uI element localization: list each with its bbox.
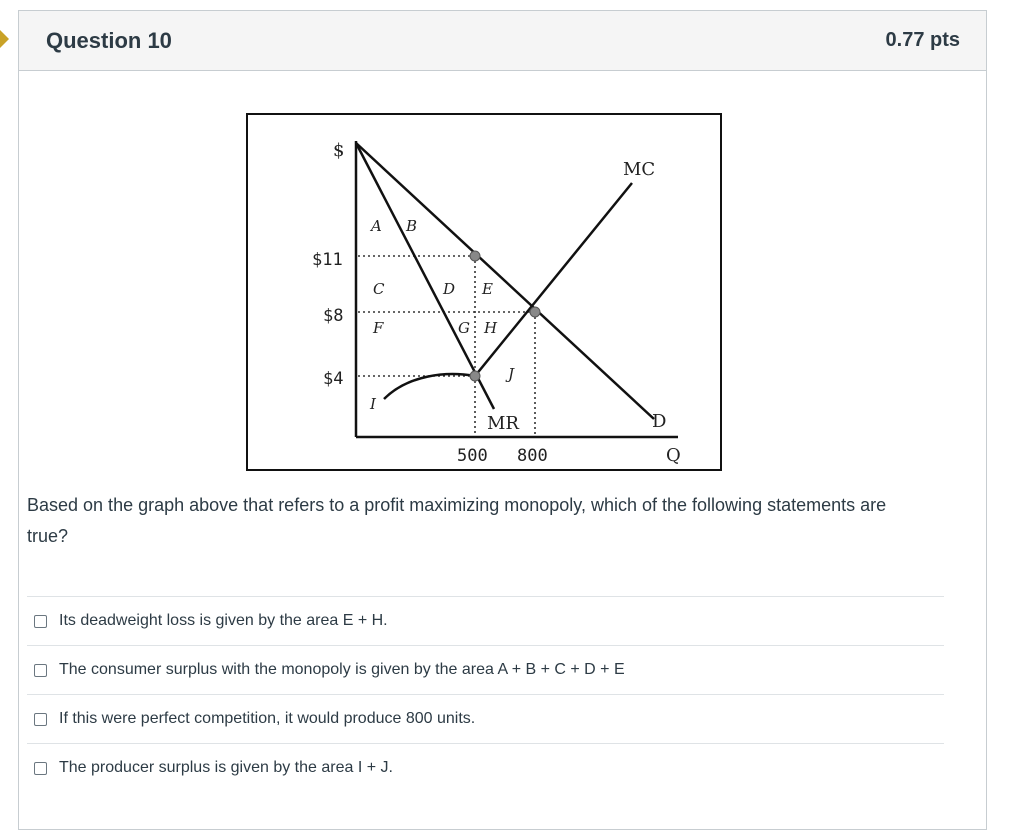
monopoly-price-point [470, 251, 480, 261]
price-tick-11: $11 [312, 250, 343, 270]
area-label-b: B [406, 217, 418, 235]
quantity-tick-500: 500 [457, 446, 488, 466]
area-label-a: A [371, 217, 382, 235]
price-tick-8: $8 [323, 306, 344, 326]
mc-mr-intersection-point [470, 371, 480, 381]
area-label-c: C [373, 280, 385, 298]
question-title: Question 10 [46, 27, 172, 53]
answer-checkbox[interactable] [34, 615, 47, 628]
answer-checkbox[interactable] [34, 664, 47, 677]
answer-option[interactable] [27, 596, 944, 645]
current-question-marker [0, 30, 9, 48]
area-label-e: E [482, 280, 493, 298]
price-axis-label: $ [333, 140, 345, 161]
answer-text[interactable]: The producer surplus is given by the area I + J. [59, 759, 393, 776]
question-header [19, 11, 986, 71]
question-prompt: Based on the graph above that refers to a profit maximizing monopoly, which of the following statements are true? [27, 495, 887, 546]
mr-label: MR [487, 413, 519, 434]
demand-label: D [652, 411, 667, 432]
competitive-equilibrium-point [530, 307, 540, 317]
answer-checkbox[interactable] [34, 713, 47, 726]
price-tick-4: $4 [323, 369, 344, 389]
monopoly-graph [246, 113, 722, 471]
question-points: 0.77 pts [885, 29, 960, 51]
answer-checkbox[interactable] [34, 762, 47, 775]
area-label-j: J [508, 365, 515, 383]
answer-text[interactable]: Its deadweight loss is given by the area E + H. [59, 612, 388, 629]
area-label-f: F [373, 319, 384, 337]
answer-text[interactable]: If this were perfect competition, it would produce 800 units. [59, 710, 476, 727]
area-label-i: I [370, 395, 376, 413]
mc-label: MC [623, 159, 656, 180]
quantity-axis-label: Q [666, 445, 681, 466]
answer-option[interactable] [27, 743, 944, 792]
area-label-h: H [484, 319, 498, 337]
answer-option[interactable] [27, 694, 944, 743]
area-label-d: D [443, 280, 456, 298]
answer-text[interactable]: The consumer surplus with the monopoly is given by the area A + B + C + D + E [59, 661, 625, 678]
quantity-tick-800: 800 [517, 446, 548, 466]
answer-list [27, 596, 944, 792]
area-label-g: G [458, 319, 470, 337]
answer-option[interactable] [27, 645, 944, 694]
